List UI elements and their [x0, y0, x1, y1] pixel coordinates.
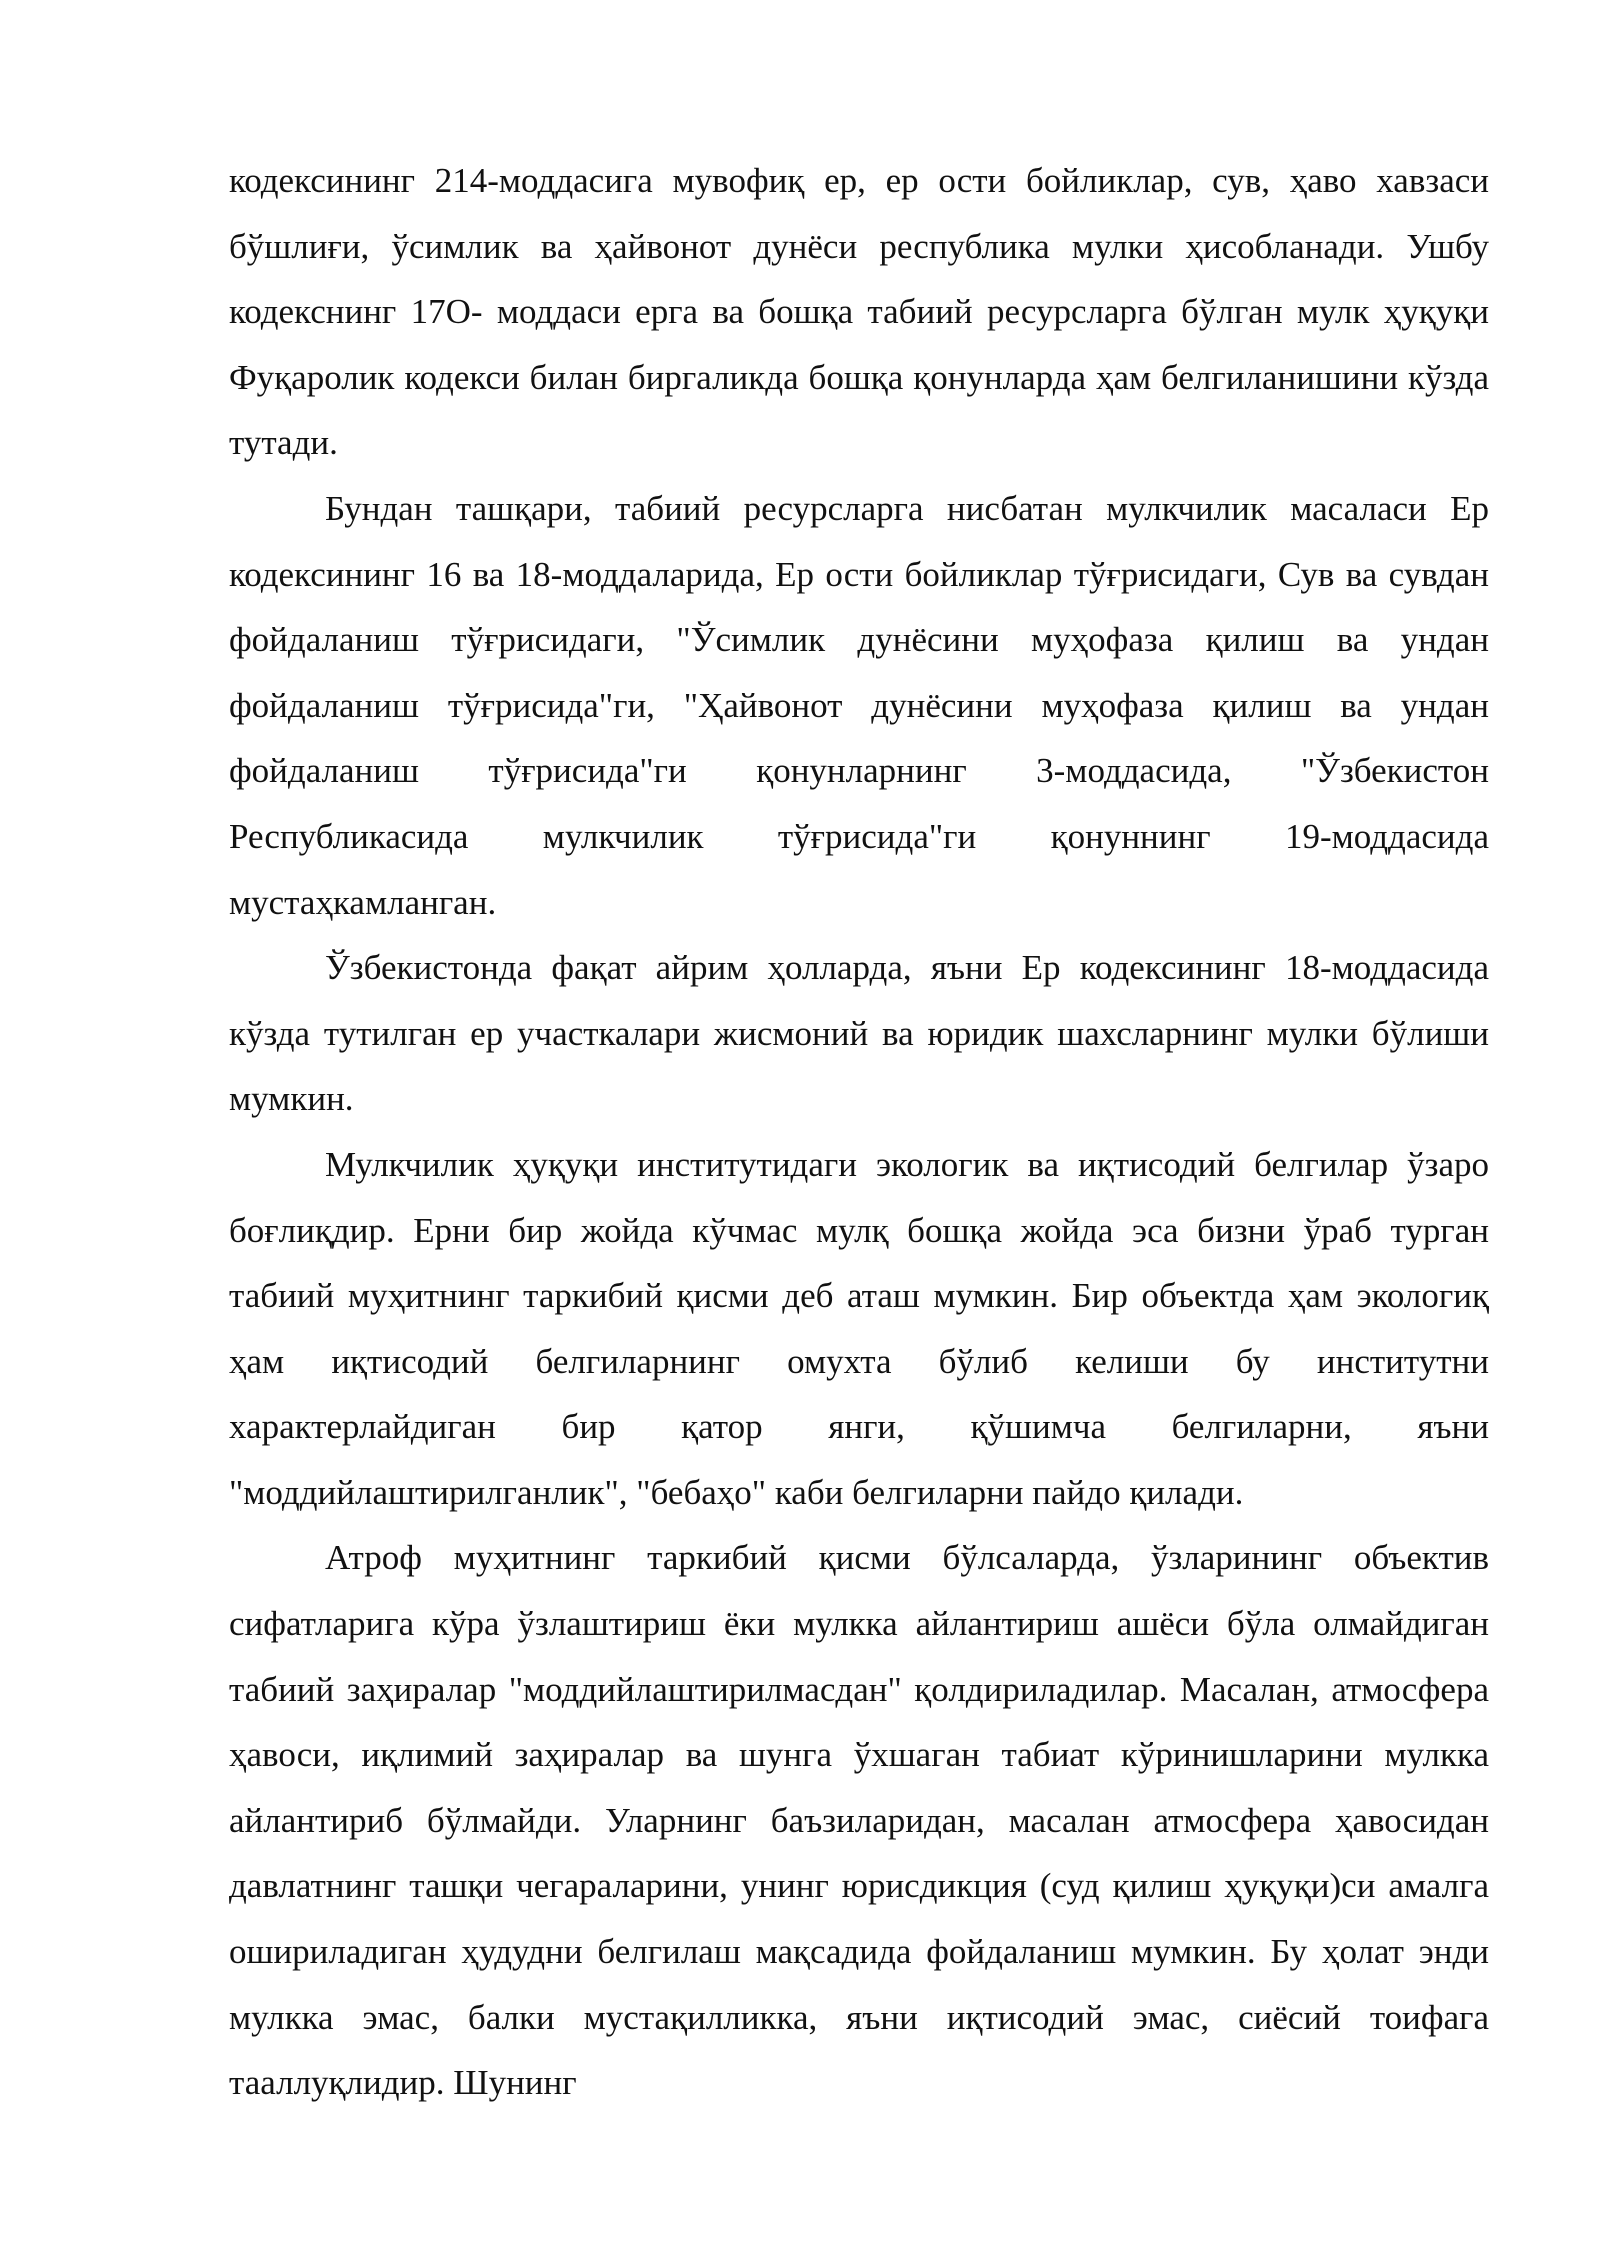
paragraph-2: Бундан ташқари, табиий ресурсларга нисбатан мулкчилик масаласи Ер кодексининг 16 ва 18-моддаларида, Ер ости бойликлар тўғрисидаги, Сув ва сувдан фойдаланиш тўғрисидаги, "Ўсимлик дунёсини муҳофаза қилиш ва ундан фойдаланиш тўғрисида"ги, "Ҳайвонот дунёсини муҳофаза қилиш ва ундан фойдаланиш тўғрисида"ги қонунларнинг 3-моддасида, "Ўзбекистон Республикасида мулкчилик тўғрисида"ги қонуннинг 19-моддасида мустаҳкамланган.	[229, 488, 1489, 922]
paragraph-4: Мулкчилик ҳуқуқи институтидаги экологик ва иқтисодий белгилар ўзаро боғлиқдир. Ерни бир жойда кўчмас мулқ бошқа жойда эса бизни ўраб турган табиий муҳитнинг таркибий қисми деб аташ мумкин. Бир объектда ҳам экологиқ ҳам иқтисодий белгиларнинг омухта бўлиб келиши бу институтни характерлайдиган бир қатор янги, қўшимча белгиларни, яъни "моддийлаштирилганлик", "бебаҳо" каби белгиларни пайдо қилади.	[229, 1144, 1489, 1512]
paragraph-3: Ўзбекистонда фақат айрим ҳолларда, яъни Ер кодексининг 18-моддасида кўзда тутилган ер участкалари жисмоний ва юридик шахсларнинг мулки бўлиши мумкин.	[229, 948, 1489, 1119]
paragraph-5: Атроф муҳитнинг таркибий қисми бўлсаларда, ўзларининг объектив сифатларига кўра ўзлаштириш ёки мулкка айлантириш ашёси бўла олмайдиган табиий заҳиралар "моддийлаштирилмасдан" қолдириладилар. Масалан, атмосфера ҳавоси, иқлимий заҳиралар ва шунга ўхшаган табиат кўринишларини мулкка айлантириб бўлмайди. Уларнинг баъзиларидан, масалан атмосфера ҳавосидан давлатнинг ташқи чегараларини, унинг юрисдикция (суд қилиш ҳуқуқи)си амалга ошириладиган ҳудудни белгилаш мақсадида фойдаланиш мумкин. Бу ҳолат энди мулкка эмас, балки мустақилликка, яъни иқтисодий эмас, сиёсий тоифага тааллуқлидир. Шунинг	[229, 1538, 1489, 2103]
document-page	[229, 148, 1489, 2116]
paragraph-1: кодексининг 214-моддасига мувофиқ ер, ер ости бойликлар, сув, ҳаво хавзаси бўшлиғи, ўсимлик ва ҳайвонот дунёси республика мулки ҳисобланади. Ушбу кодекснинг 17О- моддаси ерга ва бошқа табиий ресурсларга бўлган мулк ҳуқуқи Фуқаролик кодекси билан биргаликда бошқа қонунларда ҳам белгиланишини кўзда тутади.	[229, 161, 1489, 463]
